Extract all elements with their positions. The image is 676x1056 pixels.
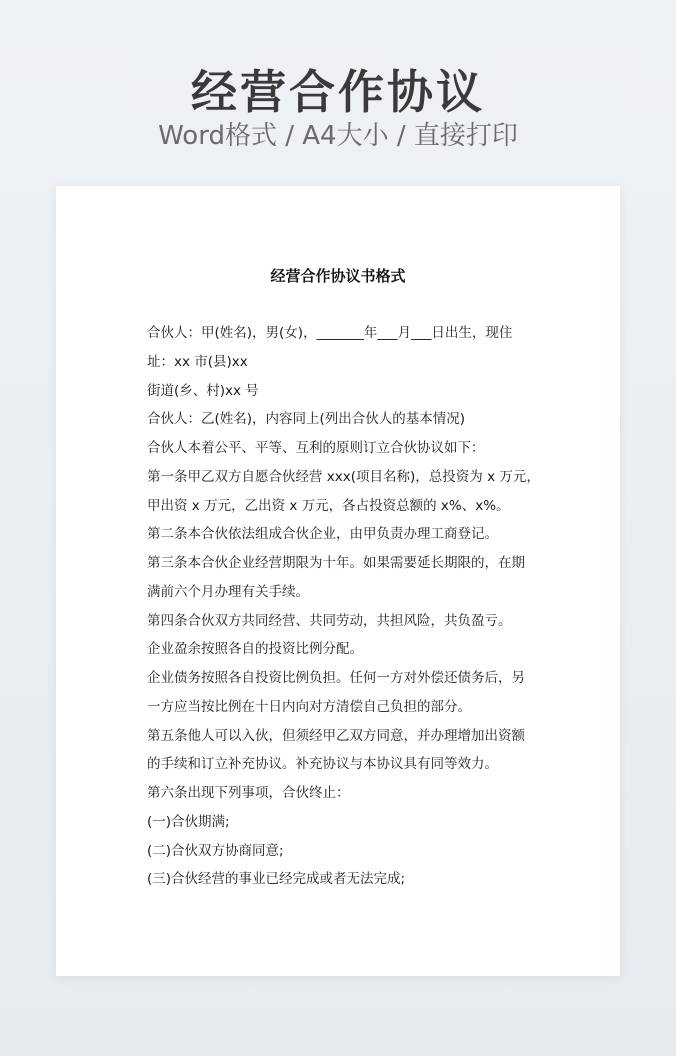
- document-line: 企业债务按照各自投资比例负担。任何一方对外偿还债务后，另: [147, 670, 525, 686]
- document-line: 合伙人：乙(姓名)，内容同上(列出合伙人的基本情况): [147, 411, 466, 428]
- document-line: 满前六个月办理有关手续。: [147, 583, 309, 600]
- document-line: 的手续和订立补充协议。补充协议与本协议具有同等效力。: [147, 756, 498, 773]
- document-line: 合伙人本着公平、平等、互利的原则订立合伙协议如下：: [147, 440, 485, 456]
- document-body: [147, 319, 547, 894]
- document-line: 址：xx 市(县)xx: [147, 353, 248, 370]
- document-line: 第五条他人可以入伙，但须经甲乙双方同意，并办理增加出资额: [147, 727, 525, 744]
- document-title: 经营合作协议书格式: [270, 267, 406, 285]
- document-line: 企业盈余按照各自的投资比例分配。: [147, 641, 363, 658]
- document-line: (一)合伙期满;: [147, 813, 230, 830]
- document-line: 第三条本合伙企业经营期限为十年。如果需要延长期限的，在期: [147, 555, 525, 571]
- page-subtitle: Word格式 / A4大小 / 直接打印: [158, 121, 518, 151]
- document-line: (二)合伙双方协商同意;: [147, 842, 284, 859]
- document-line: 街道(乡、村)xx 号: [147, 382, 259, 399]
- document-line: 第二条本合伙依法组成合伙企业，由甲负责办理工商登记。: [147, 526, 498, 543]
- document-line: 合伙人：甲(姓名)，男(女)，_______年___月___日出生，现住: [147, 325, 513, 341]
- document-line: 一方应当按比例在十日内向对方清偿自己负担的部分。: [147, 698, 471, 715]
- document-line: 甲出资 x 万元，乙出资 x 万元，各占投资总额的 x%、x%。: [147, 497, 510, 514]
- page-title: 经营合作协议: [191, 65, 485, 119]
- document-line: 第一条甲乙双方自愿合伙经营 xxx(项目名称)，总投资为 x 万元，: [147, 468, 540, 485]
- document-line: (三)合伙经营的事业已经完成或者无法完成;: [147, 871, 406, 888]
- document-line: 第四条合伙双方共同经营、共同劳动，共担风险，共负盈亏。: [147, 612, 512, 629]
- document-sheet: [56, 186, 620, 976]
- document-line: 第六条出现下列事项，合伙终止：: [147, 785, 350, 801]
